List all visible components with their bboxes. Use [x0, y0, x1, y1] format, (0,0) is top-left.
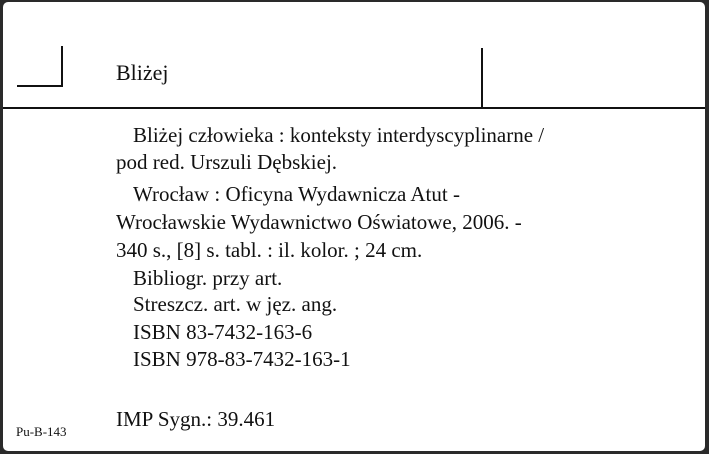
title-line-1: Bliżej człowieka : konteksty interdyscyplinarne /: [133, 123, 545, 147]
card-code: Pu-B-143: [16, 424, 67, 439]
isbn-line: ISBN 978-83-7432-163-1: [133, 347, 351, 371]
catalog-card: [3, 2, 705, 451]
card-heading: Bliżej: [116, 60, 169, 85]
call-number: IMP Sygn.: 39.461: [116, 407, 276, 431]
imprint-line-3: 340 s., [8] s. tabl. : il. kolor. ; 24 cm.: [116, 238, 423, 262]
vertical-rule: [481, 48, 483, 108]
horizontal-rule: [3, 107, 705, 109]
corner-mark: [17, 46, 63, 87]
imprint-line-2: Wrocławskie Wydawnictwo Oświatowe, 2006. -: [116, 210, 522, 234]
note-line: Bibliogr. przy art.: [133, 266, 283, 290]
isbn-line: ISBN 83-7432-163-6: [133, 320, 313, 344]
title-line-2: pod red. Urszuli Dębskiej.: [116, 150, 338, 174]
note-line: Streszcz. art. w jęz. ang.: [133, 292, 338, 316]
imprint-line-1: Wrocław : Oficyna Wydawnicza Atut -: [133, 182, 460, 206]
